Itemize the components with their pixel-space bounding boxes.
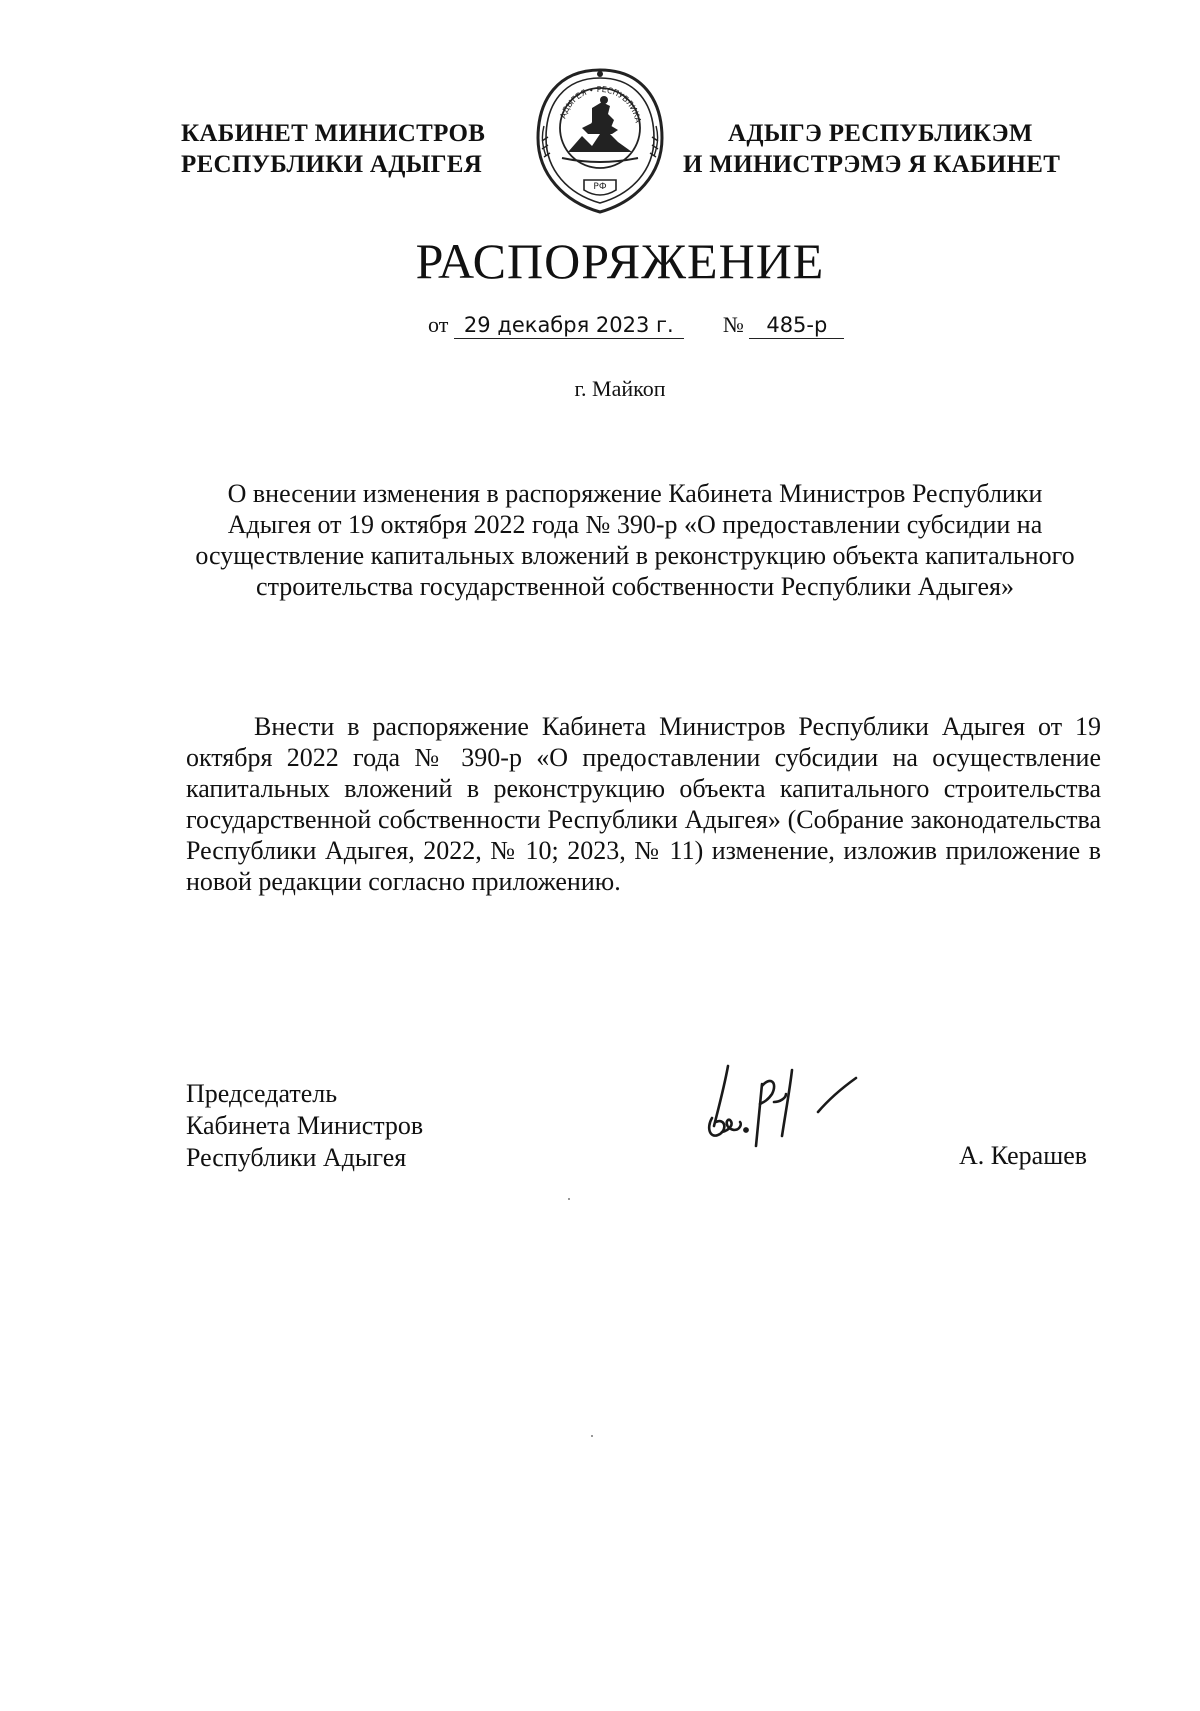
role-line2: Кабинета Министров [186, 1111, 424, 1140]
role-line3: Республики Адыгея [186, 1143, 407, 1172]
document-title: РАСПОРЯЖЕНИЕ [415, 233, 825, 289]
header-right-line2: И МИНИСТРЭМЭ Я КАБИНЕТ [683, 151, 1061, 178]
adygea-coat-of-arms-icon [534, 66, 666, 216]
number-prefix: № [722, 312, 744, 337]
document-body: Внести в распоряжение Кабинета Министров Республики Адыгея от 19 октября 2022 года № 390-р «О предоставлении субсидии на осуществление капитальных вложений в реконструкцию объекта капитального строительства государственной собственности Республики Адыгея» (Собрание законодательства Республики Адыгея, 2022, № 10; 2023, № 11) изменение, изложив приложение в новой редакции согласно приложению. [186, 712, 1101, 896]
city: г. Майкоп [574, 376, 666, 401]
header-right-line1: АДЫГЭ РЕСПУБЛИКЭМ [728, 120, 1033, 147]
scan-speck [568, 1198, 570, 1200]
document-number: 485-р [749, 313, 844, 339]
emblem-shield-text: РФ [593, 182, 607, 192]
handwritten-signature-icon [700, 1048, 900, 1158]
header-right [683, 118, 1103, 180]
date-prefix: от [428, 312, 449, 337]
scan-speck [591, 1435, 593, 1437]
emblem-ring-text: АДЫГЕЯ • РЕСПУБЛИКА [558, 84, 643, 124]
document-subject: О внесении изменения в распоряжение Кабинета Министров Республики Адыгея от 19 октября 2022 года № 390-р «О предоставлении субсидии на осуществление капитальных вложений в реконструкцию объекта капитального строительства государственной собственности Республики Адыгея» [195, 479, 1075, 601]
date-number-line [428, 312, 844, 339]
document-date: 29 декабря 2023 г. [454, 313, 684, 339]
role-line1: Председатель [186, 1079, 338, 1108]
header-left [181, 118, 485, 180]
header-left-line1: КАБИНЕТ МИНИСТРОВ [181, 120, 486, 147]
header-left-line2: РЕСПУБЛИКИ АДЫГЕЯ [181, 151, 483, 178]
signatory-role [186, 1078, 423, 1174]
signer-name: А. Керашев [959, 1141, 1088, 1170]
